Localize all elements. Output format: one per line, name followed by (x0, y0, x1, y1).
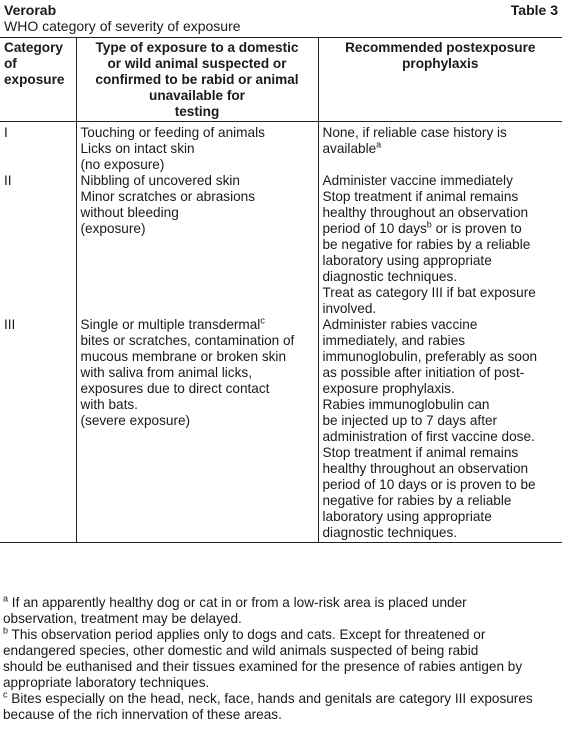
footnote-a (3, 595, 559, 627)
footnote-line: observation, treatment may be delayed. (3, 611, 242, 626)
footnote-mark: b (3, 625, 9, 636)
category-cell: I (4, 125, 8, 140)
cell-line: Stop treatment if animal remains (322, 445, 519, 460)
header-line: exposure (4, 72, 65, 87)
footnote-ref: b (426, 219, 432, 230)
prophylaxis-cell (318, 122, 562, 174)
cell-text: or is proven to (431, 221, 522, 236)
footnote-text: If an apparently healthy dog or cat in or from a low-risk area is placed under (8, 595, 467, 610)
exposure-type-cell (76, 173, 318, 317)
footnote-line (3, 627, 559, 643)
cell-line: involved. (322, 301, 377, 316)
cell-text: period of 10 days (322, 221, 427, 236)
cell-line: Minor scratches or abrasions (80, 189, 256, 204)
cell-line (323, 221, 559, 237)
cell-line: healthy throughout an observation (322, 205, 529, 220)
cell-line: immunoglobulin, preferably as soon (322, 349, 538, 364)
header-line: prophylaxis (402, 56, 479, 71)
cell-line: with saliva from animal licks, (80, 365, 252, 380)
cell-line: mucous membrane or broken skin (80, 349, 287, 364)
footnote-line: endangered species, other domestic and wild animals suspected of being rabid (3, 643, 479, 658)
cell-line: laboratory using appropriate (322, 253, 492, 268)
cell-line: be negative for rabies by a reliable (322, 237, 531, 252)
table-header-row (0, 38, 562, 122)
cell-line: immediately, and rabies (322, 333, 466, 348)
cell-line: bites or scratches, contamination of (80, 333, 295, 348)
brand-title: Verorab (4, 2, 57, 18)
cell-line: Administer rabies vaccine (322, 317, 478, 332)
header-line: confirmed to be rabid or animal (95, 72, 299, 87)
cell-line: administration of first vaccine dose. (322, 429, 535, 444)
exposure-table (0, 37, 562, 543)
cell-line (81, 317, 314, 333)
footnote-line (3, 595, 559, 611)
cell-line: Nibbling of uncovered skin (80, 173, 240, 188)
exposure-type-cell (76, 122, 318, 174)
header-category (0, 38, 76, 122)
footnote-line: should be euthanised and their tissues examined for the presence of rabies antigen by (3, 659, 523, 674)
footnote-text: This observation period applies only to dogs and cats. Except for threatened or (8, 627, 486, 642)
cell-text: Single or multiple transdermal (80, 317, 261, 332)
cell-text: available (322, 141, 377, 156)
cell-line: exposure prophylaxis. (322, 381, 455, 396)
table-row (0, 122, 562, 174)
cell-line: (severe exposure) (80, 413, 191, 428)
footnote-line (3, 691, 559, 707)
cell-line: as possible after initiation of post- (322, 365, 525, 380)
cell-line: be injected up to 7 days after (322, 413, 498, 428)
prophylaxis-cell (318, 317, 562, 543)
footnote-mark: c (3, 689, 8, 700)
table-row (0, 317, 562, 543)
cell-line: Administer vaccine immediately (322, 173, 513, 188)
footnote-ref: a (376, 139, 382, 150)
exposure-type-cell (76, 317, 318, 543)
header-prophylaxis (318, 38, 562, 122)
header-exposure-type (76, 38, 318, 122)
cell-line: Rabies immunoglobulin can (322, 397, 490, 412)
cell-line: exposures due to direct contact (80, 381, 270, 396)
footnote-line: appropriate laboratory techniques. (3, 675, 210, 690)
cell-line: negative for rabies by a reliable (322, 493, 512, 508)
header-line: Category (4, 40, 63, 55)
cell-line: Treat as category III if bat exposure (322, 285, 536, 300)
footnote-line: because of the rich innervation of these areas. (3, 707, 282, 722)
cell-line (323, 141, 559, 157)
footnote-b (3, 627, 559, 691)
cell-line: with bats. (80, 397, 138, 412)
table-number: Table 3 (510, 2, 558, 18)
cell-line: laboratory using appropriate (322, 509, 492, 524)
header-line: Recommended postexposure (345, 40, 536, 55)
cell-line: Licks on intact skin (80, 141, 195, 156)
category-cell: II (4, 173, 12, 188)
header-line: testing (174, 104, 220, 119)
cell-line: healthy throughout an observation (322, 461, 529, 476)
category-cell: III (0, 317, 76, 543)
cell-line: period of 10 days or is proven to be (322, 477, 536, 492)
cell-line: without bleeding (80, 205, 179, 220)
header-line: Type of exposure to a domestic (95, 40, 299, 55)
cell-line: (exposure) (80, 221, 146, 236)
header-line: of (4, 56, 17, 71)
footnote-c (3, 691, 559, 723)
header-line: unavailable for (149, 88, 245, 103)
cell-line: Stop treatment if animal remains (322, 189, 519, 204)
table-row (0, 173, 562, 317)
cell-line: None, if reliable case history is (322, 125, 507, 140)
footnotes (3, 595, 559, 723)
cell-line: diagnostic techniques. (322, 525, 458, 540)
cell-line: (no exposure) (80, 157, 165, 172)
footnote-mark: a (3, 593, 9, 604)
table-subtitle: WHO category of severity of exposure (4, 18, 241, 34)
document-header (4, 2, 558, 34)
header-line: or wild animal suspected or (107, 56, 287, 71)
cell-line: diagnostic techniques. (322, 269, 458, 284)
prophylaxis-cell (318, 173, 562, 317)
footnote-ref: c (260, 315, 265, 326)
footnote-text: Bites especially on the head, neck, face, hands and genitals are category III exposures (7, 691, 533, 706)
cell-line: Touching or feeding of animals (80, 125, 265, 140)
